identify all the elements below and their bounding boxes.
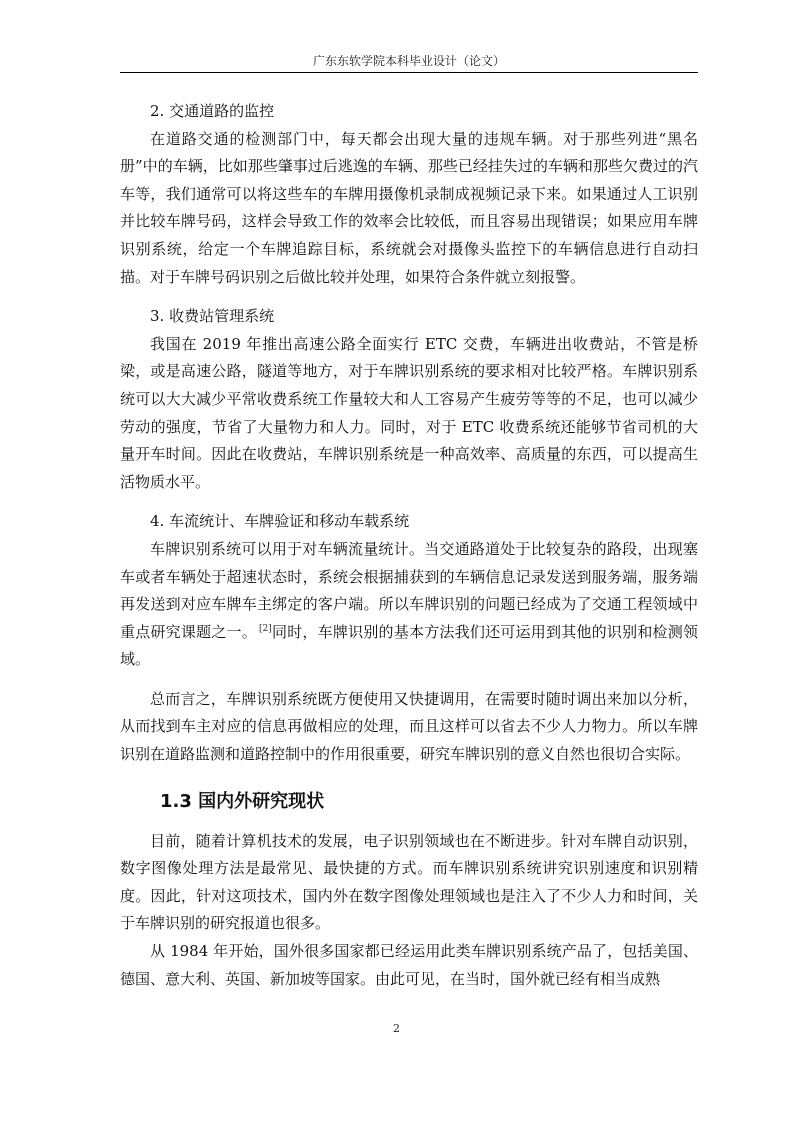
page-number: 2 bbox=[393, 1022, 400, 1035]
paragraph-text-part: 车牌识别系统可以用于对车辆流量统计。当交通路道处于比较复杂的路段，出现塞车或者车辆处于超速状态时，系统会根据捕获到的车辆信息记录发送到服务端，服务端再发送到对应车牌车主绑定的客户端。所以车牌识别的问题已经成为了交通工程领域中重点研究课题之一。 bbox=[120, 539, 698, 641]
paragraph-traffic-statistics bbox=[120, 536, 698, 674]
subsection-title-toll-station: 3. 收费站管理系统 bbox=[150, 307, 275, 326]
page-body bbox=[120, 98, 698, 993]
paragraph-text-part: 同时，车牌识别的基本方法我们还可运用到其他的识别和检测领域。 bbox=[120, 622, 698, 669]
paragraph-traffic-monitoring: 在道路交通的检测部门中，每天都会出现大量的违规车辆。对于那些列进“黑名册”中的车辆，比如那些肇事过后逃逸的车辆、那些已经挂失过的车辆和那些欠费过的汽车等，我们通常可以将这些车的车牌用摄像机录制成视频记录下来。如果通过人工识别并比较车牌号码，这样会导致工作的效率会比较低，而且容易出现错误；如果应用车牌识别系统，给定一个车牌追踪目标，系统就会对摄像头监控下的车辆信息进行自动扫描。对于车牌号码识别之后做比较并处理，如果符合条件就立刻报警。 bbox=[120, 129, 698, 286]
paragraph-research-status-1: 目前，随着计算机技术的发展，电子识别领域也在不断进步。针对车牌自动识别，数字图像处理方法是最常见、最快捷的方式。而车牌识别系统讲究识别速度和识别精度。因此，针对这项技术，国内外在数字图像处理领域也是注入了不少人力和时间，关于车牌识别的研究报道也很多。 bbox=[120, 831, 698, 933]
section-heading-research-status: 1.3 国内外研究现状 bbox=[160, 790, 325, 812]
header-divider bbox=[120, 72, 698, 73]
subsection-title-traffic-monitoring: 2. 交通道路的监控 bbox=[150, 102, 275, 120]
subsection-title-traffic-statistics: 4. 车流统计、车牌验证和移动车载系统 bbox=[150, 512, 410, 531]
citation-reference[interactable]: [2] bbox=[259, 623, 272, 634]
paragraph-research-status-2: 从 1984 年开始，国外很多国家都已经运用此类车牌识别系统产品了，包括美国、德国、意大利、英国、新加坡等国家。由此可见，在当时，国外就已经有相当成熟 bbox=[120, 942, 698, 988]
page-header: 广东东软学院本科毕业设计（论文） bbox=[312, 54, 505, 68]
paragraph-toll-station: 我国在 2019 年推出高速公路全面实行 ETC 交费，车辆进出收费站，不管是桥梁，或是高速公路，隧道等地方，对于车牌识别系统的要求相对比较严格。车牌识别系统可以大大减少平常收费系统工作量较大和人工容易产生疲劳等等的不足，也可以减少劳动的强度，节省了大量物力和人力。同时，对于 ETC 收费系统还能够节省司机的大量开车时间。因此在收费站，车牌识别系统是一种高效率、高质量的东西，可以提高生活物质水平。 bbox=[120, 334, 698, 491]
paragraph-summary: 总而言之，车牌识别系统既方便使用又快捷调用，在需要时随时调出来加以分析，从而找到车主对应的信息再做相应的处理，而且这样可以省去不少人力物力。所以车牌识别在道路监测和道路控制中的作用很重要，研究车牌识别的意义自然也很切合实际。 bbox=[120, 689, 698, 764]
